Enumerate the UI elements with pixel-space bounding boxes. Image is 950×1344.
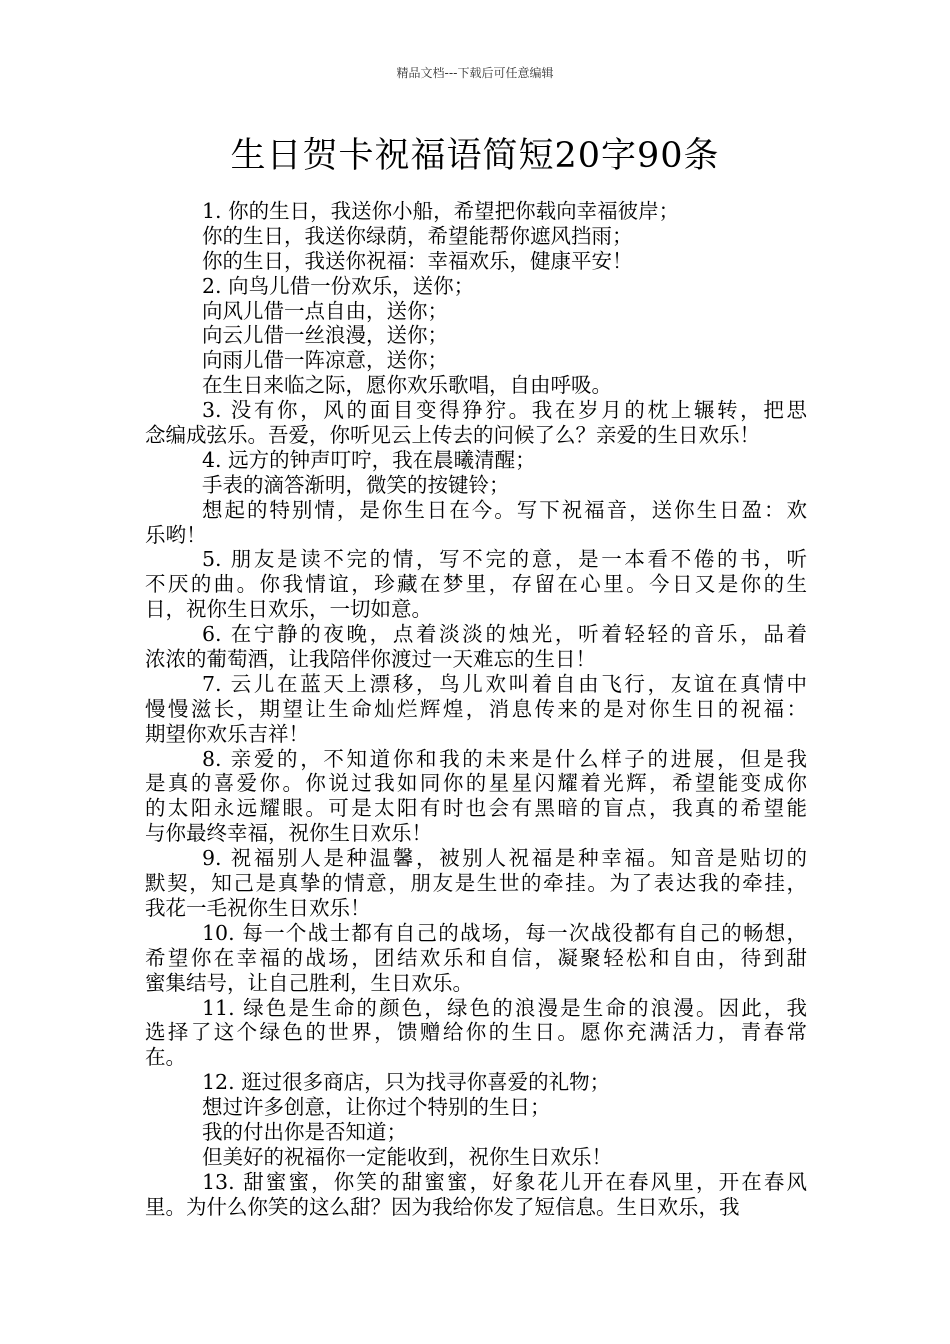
text-line: 期望你欢乐吉祥！ <box>145 721 309 746</box>
text-line: 想过许多创意，让你过个特别的生日； <box>202 1095 551 1120</box>
text-line: 12. 逛过很多商店，只为找寻你喜爱的礼物； <box>202 1070 611 1095</box>
text-line: 与你最终幸福，祝你生日欢乐！ <box>145 821 432 846</box>
document-body <box>145 199 807 1220</box>
paragraph <box>145 1070 807 1095</box>
text-line: 你的生日，我送你绿荫，希望能帮你遮风挡雨； <box>202 223 633 248</box>
paragraph <box>145 398 807 448</box>
paragraph <box>145 498 807 548</box>
page-header: 精品文档---下载后可任意编辑 <box>396 66 554 80</box>
text-line: 里。为什么你笑的这么甜？因为我给你发了短信息。生日欢乐，我 <box>145 1194 740 1219</box>
text-line: 念编成弦乐。吾爱，你听见云上传去的问候了么？亲爱的生日欢乐！ <box>145 423 760 448</box>
text-line: 11. 绿色是生命的颜色，绿色的浪漫是生命的浪漫。因此，我 <box>202 995 807 1020</box>
paragraph <box>145 547 807 622</box>
text-line: 6. 在宁静的夜晚，点着淡淡的烛光，听着轻轻的音乐，品着 <box>202 622 807 647</box>
paragraph <box>145 249 807 274</box>
text-line: 13. 甜蜜蜜，你笑的甜蜜蜜，好象花儿开在春风里，开在春风 <box>202 1169 807 1194</box>
text-line: 希望你在幸福的战场，团结欢乐和自信，凝聚轻松和自由，待到甜 <box>145 945 807 970</box>
text-line: 在。 <box>145 1045 186 1070</box>
paragraph <box>145 473 807 498</box>
document-title: 生日贺卡祝福语简短20字90条 <box>230 136 720 176</box>
text-line: 不厌的曲。你我情谊，珍藏在梦里，存留在心里。今日又是你的生 <box>145 572 807 597</box>
text-line: 浓浓的葡萄酒，让我陪伴你渡过一天难忘的生日！ <box>145 647 596 672</box>
text-line: 1. 你的生日，我送你小船，希望把你载向幸福彼岸； <box>202 199 680 223</box>
text-line: 想起的特别情，是你生日在今。写下祝福音，送你生日盈：欢 <box>202 497 807 522</box>
text-line: 选择了这个绿色的世界，馈赠给你的生日。愿你充满活力，青春常 <box>145 1020 807 1045</box>
paragraph <box>145 448 807 473</box>
text-line: 日，祝你生日欢乐，一切如意。 <box>145 597 432 622</box>
paragraph <box>145 373 807 398</box>
paragraph <box>145 1170 807 1220</box>
text-line: 在生日来临之际，愿你欢乐歌唱，自由呼吸。 <box>202 373 612 398</box>
paragraph <box>145 846 807 921</box>
text-line: 3. 没有你，风的面目变得狰狞。我在岁月的枕上辗转，把思 <box>202 398 807 423</box>
text-line: 向云儿借一丝浪漫，送你； <box>202 323 448 348</box>
paragraph <box>145 622 807 672</box>
text-line: 5. 朋友是读不完的情，写不完的意，是一本看不倦的书，听 <box>202 547 807 572</box>
text-line: 的太阳永远耀眼。可是太阳有时也会有黑暗的盲点，我真的希望能 <box>145 796 807 821</box>
paragraph <box>145 921 807 996</box>
text-line: 8. 亲爱的，不知道你和我的未来是什么样子的进展，但是我 <box>202 746 807 771</box>
paragraph <box>145 1145 807 1170</box>
paragraph <box>145 299 807 324</box>
text-line: 9. 祝福别人是种温馨，被别人祝福是种幸福。知音是贴切的 <box>202 846 807 871</box>
text-line: 7. 云儿在蓝天上漂移，鸟儿欢叫着自由飞行，友谊在真情中 <box>202 671 807 696</box>
text-line: 默契，知己是真挚的情意，朋友是生世的牵挂。为了表达我的牵挂， <box>145 871 807 896</box>
text-line: 是真的喜爱你。你说过我如同你的星星闪耀着光辉，希望能变成你 <box>145 771 807 796</box>
paragraph <box>145 274 807 299</box>
paragraph <box>145 199 807 224</box>
text-line: 你的生日，我送你祝福：幸福欢乐，健康平安！ <box>202 248 633 273</box>
text-line: 乐哟！ <box>145 522 207 547</box>
text-line: 向雨儿借一阵凉意，送你； <box>202 348 448 373</box>
text-line: 但美好的祝福你一定能收到，祝你生日欢乐！ <box>202 1144 612 1169</box>
paragraph <box>145 1095 807 1120</box>
text-line: 10. 每一个战士都有自己的战场，每一次战役都有自己的畅想， <box>202 920 807 945</box>
text-line: 蜜集结号，让自己胜利，生日欢乐。 <box>145 970 473 995</box>
paragraph <box>145 224 807 249</box>
text-line: 4. 远方的钟声叮咛，我在晨曦清醒； <box>202 447 536 472</box>
paragraph <box>145 672 807 747</box>
text-line: 我花一毛祝你生日欢乐！ <box>145 895 371 920</box>
paragraph <box>145 747 807 847</box>
text-line: 向风儿借一点自由，送你； <box>202 298 448 323</box>
text-line: 我的付出你是否知道； <box>202 1119 407 1144</box>
paragraph <box>145 996 807 1071</box>
text-line: 慢慢滋长，期望让生命灿烂辉煌，消息传来的是对你生日的祝福： <box>145 696 807 721</box>
text-line: 手表的滴答渐明，微笑的按键铃； <box>202 472 510 497</box>
paragraph <box>145 1120 807 1145</box>
text-line: 2. 向鸟儿借一份欢乐，送你； <box>202 273 475 298</box>
paragraph <box>145 348 807 373</box>
paragraph <box>145 323 807 348</box>
